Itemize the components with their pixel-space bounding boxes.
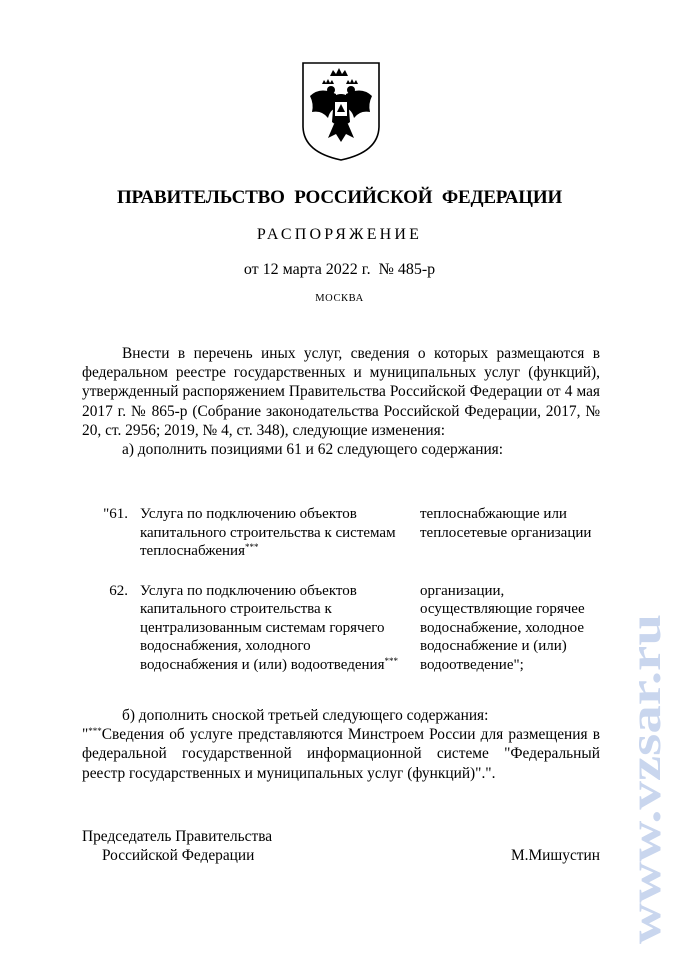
position-number: "61. (103, 506, 128, 522)
russian-coat-of-arms-emblem-icon (300, 60, 382, 162)
position-organizations: теплоснабжающие или теплосетевые организации (420, 506, 592, 541)
footnote-mark: *** (384, 655, 398, 666)
positions-table (82, 505, 600, 674)
intro-paragraph: Внести в перечень иных услуг, сведения о которых размещаются в федеральном реестре государственных и муниципальных услуг (функций), утвержденный распоряжением Правительства Российской Федерации от 4 мая 2017 г. № 865-р (Собрание законодательства Российской Федерации, 2017, № 20, ст. 2956; 2019, № 4, ст. 348), следующие изменения: (82, 345, 600, 439)
position-number: 62. (109, 582, 128, 599)
website-watermark (614, 608, 674, 948)
signatory-title-line-1: Председатель Правительства (82, 828, 273, 845)
footnote-text-paragraph (82, 725, 600, 783)
document-type: РАСПОРЯЖЕНИЕ (256, 226, 423, 243)
position-row (82, 505, 600, 561)
position-organizations: организации, осуществляющие горячее водоснабжение, холодное водоснабжение и (или) водоотведение"; (420, 582, 585, 673)
watermark-text: www.vzsar.ru (621, 688, 670, 944)
document-body (82, 344, 600, 459)
footnote-text: Сведения об услуге представляются Минстроем России для размещения в федеральной государственной информационной системе "Федеральный реестр государственных и муниципальных услуг (функций)".". (82, 726, 600, 782)
footnote-block (82, 706, 600, 783)
signatory-title-line-2: Российской Федерации (102, 847, 255, 865)
signature-row (82, 846, 600, 865)
position-service-name: Услуга по подключению объектов капитального строительства к централизованным системам горячего водоснабжения, холодного водоснабжения и (или) водоотведения*** (140, 582, 398, 673)
position-service-name: Услуга по подключению объектов капитального строительства к системам теплоснабжения*** (140, 506, 396, 559)
item-b: б) дополнить сноской третьей следующего содержания: (122, 707, 489, 724)
signature-block (82, 827, 600, 866)
document-date: от 12 марта 2022 г. (243, 261, 371, 278)
item-a: а) дополнить позициями 61 и 62 следующего содержания: (122, 441, 504, 459)
date-line (0, 260, 679, 280)
document-number: № 485-р (378, 261, 436, 278)
city-name: МОСКВА (315, 293, 364, 304)
footnote-mark: *** (244, 542, 259, 552)
footnote-mark: *** (88, 726, 102, 737)
position-row (82, 582, 600, 675)
signatory-name: М.Мишустин (510, 847, 600, 865)
footnote-open-quote: " (82, 726, 89, 744)
government-title: ПРАВИТЕЛЬСТВО РОССИЙСКОЙ ФЕДЕРАЦИИ (116, 187, 563, 208)
